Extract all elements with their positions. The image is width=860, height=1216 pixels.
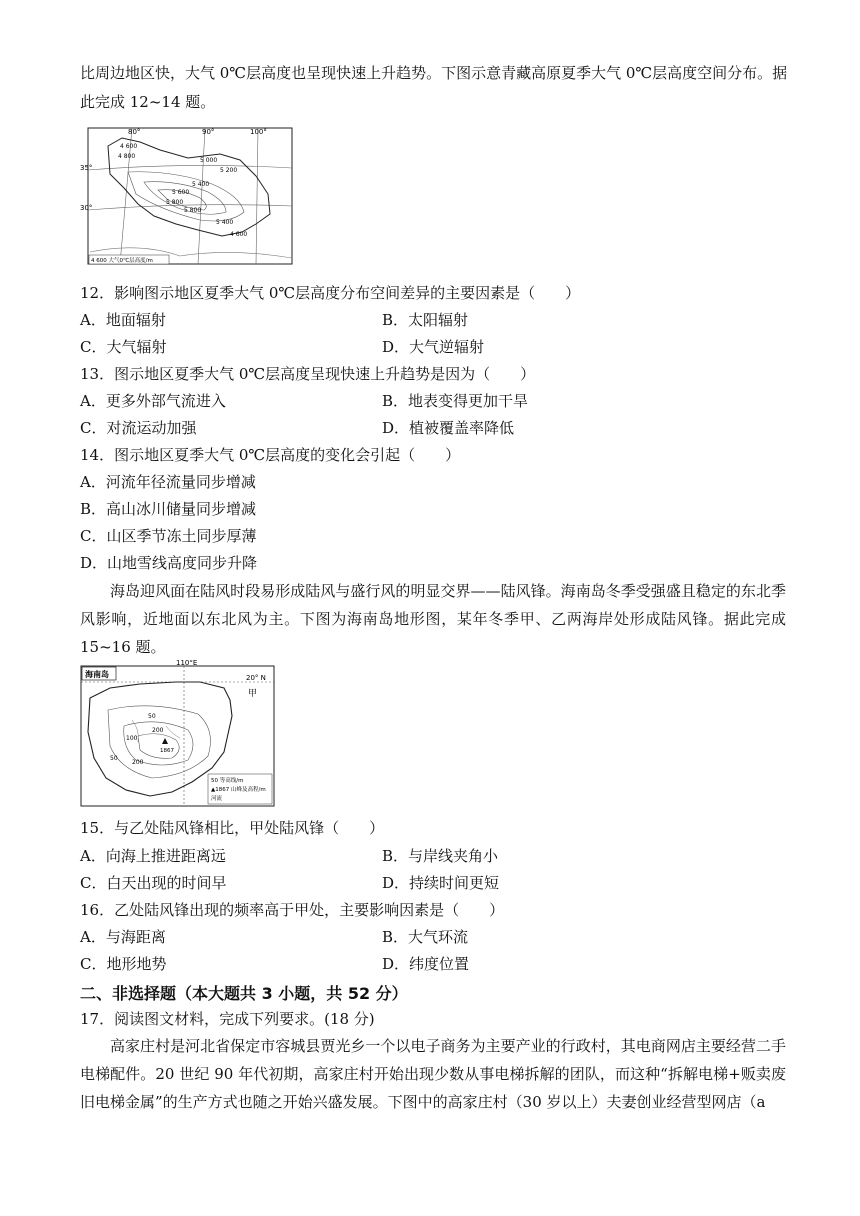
contour-label: 5 600 bbox=[172, 189, 190, 196]
lon-label-110e: 110°E bbox=[176, 660, 198, 667]
contour-label: 50 bbox=[148, 713, 156, 720]
tibet-plateau-map bbox=[80, 124, 294, 272]
contour-label: 4 600 bbox=[230, 231, 248, 238]
q12-option-a[interactable]: A．地面辐射 bbox=[80, 311, 166, 329]
lon-label-90: 90° bbox=[202, 128, 215, 136]
lon-label-100: 100° bbox=[250, 128, 267, 136]
location-jia: 甲 bbox=[248, 689, 258, 699]
contour-label: 5 000 bbox=[200, 157, 218, 164]
contour-label: 100 bbox=[126, 735, 138, 742]
contour-label: 5 400 bbox=[192, 181, 210, 188]
peak-label: 1867 bbox=[160, 748, 174, 754]
legend-text: 4 600 大气0℃层高度/m bbox=[91, 258, 153, 264]
q14-option-d[interactable]: D．山地雪线高度同步升降 bbox=[80, 554, 258, 572]
intro-line-1: 比周边地区快，大气 0℃层高度也呈现快速上升趋势。下图示意青藏高原夏季大气 0℃层高度空间分布。据 bbox=[80, 64, 788, 82]
legend-contour: 50 等高线/m bbox=[211, 778, 244, 784]
q15-option-d[interactable]: D．持续时间更短 bbox=[382, 874, 500, 892]
contour-label: 5 800 bbox=[166, 199, 184, 206]
map-title: 海南岛 bbox=[85, 670, 109, 679]
section-2-heading: 二、非选择题（本大题共 3 小题，共 52 分） bbox=[80, 984, 408, 1003]
contour-label: 200 bbox=[152, 727, 164, 734]
question-13-stem: 13．图示地区夏季大气 0℃层高度呈现快速上升趋势是因为（ ） bbox=[80, 365, 536, 383]
contour-label: 4 800 bbox=[118, 153, 136, 160]
question-15-stem: 15．与乙处陆风锋相比，甲处陆风锋（ ） bbox=[80, 819, 385, 837]
q14-option-b[interactable]: B．高山冰川储量同步增减 bbox=[80, 500, 257, 518]
legend-peak: ▲1867 山峰及高程/m bbox=[211, 787, 266, 793]
contour-label: 50 bbox=[110, 755, 118, 762]
intro-line-2: 此完成 12~14 题。 bbox=[80, 93, 216, 111]
q12-option-c[interactable]: C．大气辐射 bbox=[80, 338, 167, 356]
q16-option-c[interactable]: C．地形地势 bbox=[80, 955, 167, 973]
q16-option-d[interactable]: D．纬度位置 bbox=[382, 955, 470, 973]
contour-label: 5 800 bbox=[184, 207, 202, 214]
contour-label: 5 400 bbox=[216, 219, 234, 226]
contour-label: 4 600 bbox=[120, 143, 138, 150]
question-16-stem: 16．乙处陆风锋出现的频率高于甲处，主要影响因素是（ ） bbox=[80, 901, 505, 919]
q13-option-d[interactable]: D．植被覆盖率降低 bbox=[382, 419, 515, 437]
q14-option-a[interactable]: A．河流年径流量同步增减 bbox=[80, 473, 256, 491]
q13-option-b[interactable]: B．地表变得更加干旱 bbox=[382, 392, 529, 410]
lat-label-35: 35° bbox=[80, 164, 93, 172]
contour-label: 5 200 bbox=[220, 167, 238, 174]
lon-label-80: 80° bbox=[128, 128, 141, 136]
q15-option-b[interactable]: B．与岸线夹角小 bbox=[382, 847, 499, 865]
q12-option-b[interactable]: B．太阳辐射 bbox=[382, 311, 469, 329]
hainan-island-map bbox=[80, 660, 276, 808]
lat-label-30: 30° bbox=[80, 204, 93, 212]
legend-river: 河流 bbox=[211, 796, 223, 802]
q15-option-a[interactable]: A．向海上推进距离远 bbox=[80, 847, 226, 865]
q12-option-d[interactable]: D．大气逆辐射 bbox=[382, 338, 485, 356]
question-14-stem: 14．图示地区夏季大气 0℃层高度的变化会引起（ ） bbox=[80, 446, 461, 464]
q14-option-c[interactable]: C．山区季节冻土同步厚薄 bbox=[80, 527, 257, 545]
question-17-material: 高家庄村是河北省保定市容城县贾光乡一个以电子商务为主要产业的行政村，其电商网店主要经营二手电梯配件。20 世纪 90 年代初期，高家庄村开始出现少数从事电梯拆解的团队，而这种“拆解电梯+贩卖废旧电梯金属”的生产方式也随之开始兴盛发展。下图中的高家庄村（30 岁以上）夫妻创业经营型网店（a bbox=[80, 1037, 786, 1111]
q16-option-a[interactable]: A．与海距离 bbox=[80, 928, 166, 946]
q15-option-c[interactable]: C．白天出现的时间早 bbox=[80, 874, 227, 892]
question-12-stem: 12．影响图示地区夏季大气 0℃层高度分布空间差异的主要因素是（ ） bbox=[80, 284, 581, 302]
lat-label-20n: 20° N bbox=[246, 674, 266, 682]
question-17-stem: 17．阅读图文材料，完成下列要求。(18 分) bbox=[80, 1010, 375, 1028]
q13-option-c[interactable]: C．对流运动加强 bbox=[80, 419, 197, 437]
contour-label: 200 bbox=[132, 759, 144, 766]
q16-option-b[interactable]: B．大气环流 bbox=[382, 928, 469, 946]
q13-option-a[interactable]: A．更多外部气流进入 bbox=[80, 392, 226, 410]
intro-paragraph-2: 海岛迎风面在陆风时段易形成陆风与盛行风的明显交界——陆风锋。海南岛冬季受强盛且稳定的东北季风影响，近地面以东北风为主。下图为海南岛地形图，某年冬季甲、乙两海岸处形成陆风锋。据此完成 15~16 题。 bbox=[80, 582, 786, 656]
